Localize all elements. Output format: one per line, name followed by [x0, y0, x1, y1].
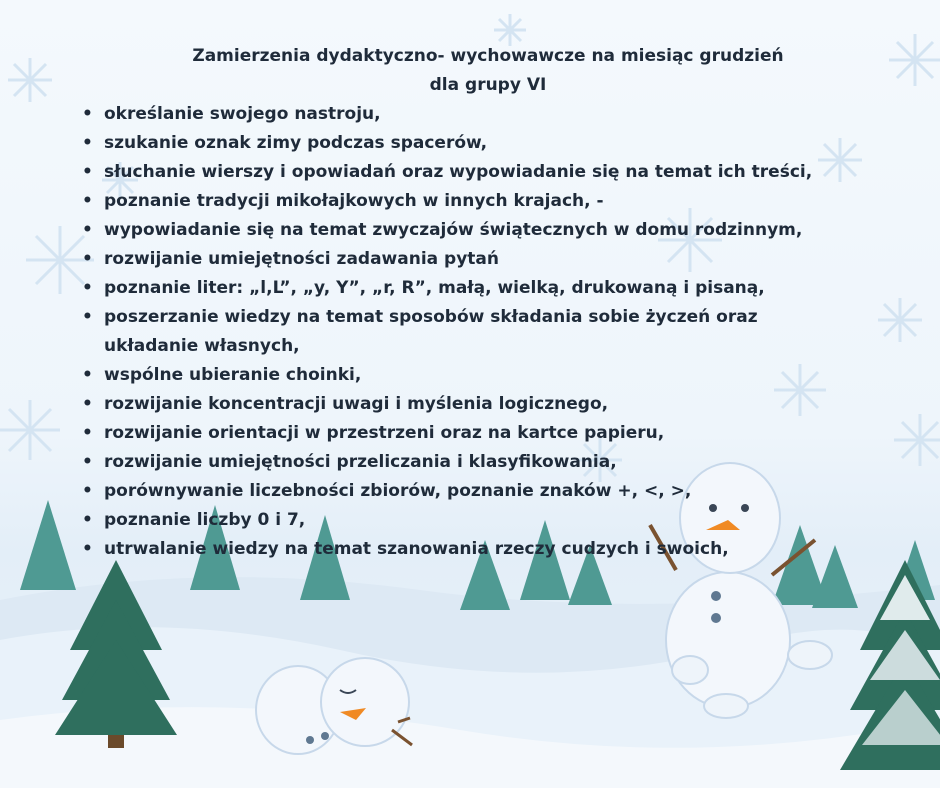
list-item-text: utrwalanie wiedzy na temat szanowania rzeczy cudzych i swoich, [104, 539, 729, 559]
list-item-continuation: układanie własnych, [104, 336, 300, 356]
list-item-text: rozwijanie umiejętności zadawania pytań [104, 249, 500, 269]
list-item [78, 245, 898, 274]
list-item [78, 477, 898, 506]
list-item [78, 129, 898, 158]
document [78, 42, 898, 564]
list-item-text: wypowiadanie się na temat zwyczajów świątecznych w domu rodzinnym, [104, 220, 803, 240]
list-item [78, 390, 898, 419]
list-item [78, 274, 898, 303]
list-item-text: poznanie liter: „l,L”, „y, Y”, „r, R”, małą, wielką, drukowaną i pisaną, [104, 278, 765, 298]
list-item-text: poznanie tradycji mikołajkowych w innych krajach, - [104, 191, 604, 211]
list-item [78, 448, 898, 477]
list-item-text: rozwijanie umiejętności przeliczania i klasyfikowania, [104, 452, 617, 472]
list-item-text: szukanie oznak zimy podczas spacerów, [104, 133, 488, 153]
list-item-text: poznanie liczby 0 i 7, [104, 510, 306, 530]
list-item-text: rozwijanie koncentracji uwagi i myślenia logicznego, [104, 394, 609, 414]
list-item [78, 303, 898, 361]
list-item [78, 361, 898, 390]
goals-list [78, 100, 898, 564]
list-item [78, 158, 898, 187]
list-item-text: poszerzanie wiedzy na temat sposobów składania sobie życzeń oraz [104, 307, 758, 327]
title-line-2: dla grupy VI [429, 75, 547, 95]
title-line-1: Zamierzenia dydaktyczno- wychowawcze na miesiąc grudzień [192, 46, 784, 66]
list-item-text: słuchanie wierszy i opowiadań oraz wypowiadanie się na temat ich treści, [104, 162, 813, 182]
list-item [78, 535, 898, 564]
list-item [78, 419, 898, 448]
list-item [78, 216, 898, 245]
list-item [78, 187, 898, 216]
list-item-text: porównywanie liczebności zbiorów, poznanie znaków +, <, >, [104, 481, 692, 501]
document-title [78, 42, 898, 100]
list-item [78, 506, 898, 535]
list-item-text: określanie swojego nastroju, [104, 104, 381, 124]
list-item-text: rozwijanie orientacji w przestrzeni oraz na kartce papieru, [104, 423, 665, 443]
list-item-text: wspólne ubieranie choinki, [104, 365, 362, 385]
list-item [78, 100, 898, 129]
